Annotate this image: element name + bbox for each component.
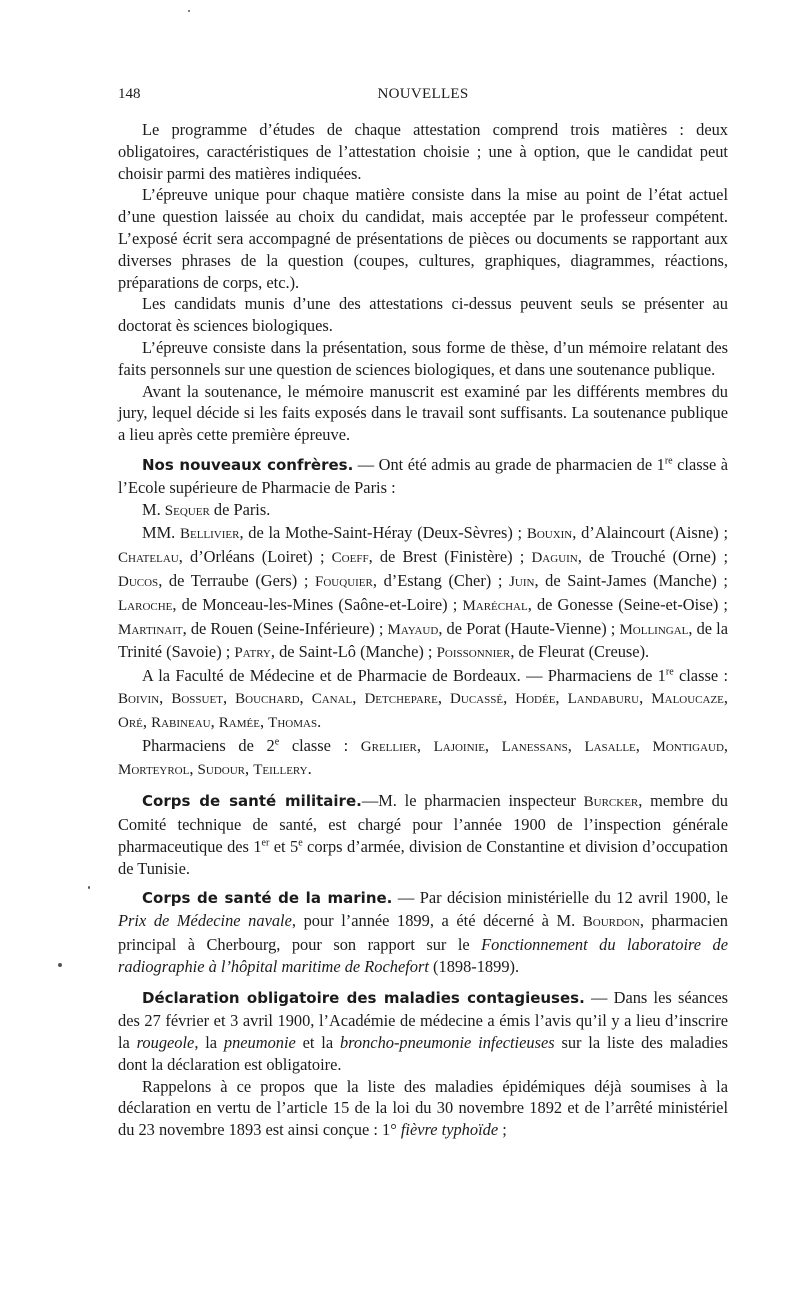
pharmacist-name: Landaburu bbox=[567, 690, 640, 707]
paragraph-paris-m: M. Sequer de Paris. bbox=[142, 499, 271, 519]
pharmacist-name: Martinait bbox=[118, 621, 183, 638]
paragraph-liste-maladies: Rappelons à ce propos que la liste des maladies épidémiques déjà soumises à la déclaration en vertu de l’article 15 de la loi du 30 novembre 1892 et de l’arrêté ministériel du 23 novembre 1893 est ainsi conçue : 1° fièvre typhoïde ; bbox=[118, 1076, 728, 1140]
pharmacist-name: Teillery bbox=[253, 762, 308, 779]
margin-speck bbox=[188, 10, 190, 12]
pharmacist-place: , bbox=[142, 711, 152, 731]
pharmacist-name: Maloucaze bbox=[651, 690, 724, 707]
pharmacist-place: , de Gonesse (Seine-et-Oise) ; bbox=[527, 594, 728, 614]
section-declaration-obligatoire: Déclaration obligatoire des maladies contagieuses. — Dans les séances des 27 février et 3 avril 1900, l’Académie de médecine a émis l’avis qu’il y a lieu d’inscrire la rougeole, la pneumonie et la broncho-pneumonie infectieuses sur la liste des maladies dont la déclaration est obligatoire. bbox=[118, 988, 729, 1074]
pharmacist-name: Thomas bbox=[268, 714, 318, 731]
pharmacist-place: , bbox=[416, 735, 434, 755]
pharmacist-place: . bbox=[317, 711, 322, 731]
pharmacist-name: Hodée bbox=[515, 690, 556, 707]
document-page bbox=[118, 86, 728, 1141]
pharmacist-name: Detchepare bbox=[364, 690, 438, 707]
disease-name: rougeole bbox=[136, 1033, 195, 1053]
pharmacist-place: , de Fleurat (Creuse). bbox=[510, 642, 650, 662]
pharmacist-name: Chatelau bbox=[118, 550, 179, 567]
pharmacist-name: Sequer bbox=[164, 502, 210, 519]
pharmacist-place: , bbox=[555, 687, 568, 707]
disease-name: broncho-pneumonie infectieuses bbox=[339, 1033, 555, 1053]
article-body bbox=[118, 119, 728, 1141]
pharmacist-place: . bbox=[307, 759, 312, 779]
pharmacist-place: , bbox=[222, 687, 236, 707]
pharmacist-name: Bouxin bbox=[526, 526, 573, 543]
pharmacist-name: Oré bbox=[118, 714, 143, 731]
pharmacist-name: Poissonnier bbox=[436, 645, 511, 662]
pharmacist-name: Fouquier bbox=[315, 573, 373, 590]
prize-title: Prix de Médecine navale bbox=[118, 911, 292, 931]
pharmacist-place: , de Monceau-les-Mines (Saône-et-Loire) ; bbox=[172, 594, 463, 614]
section-heading: Corps de santé de la marine. bbox=[142, 889, 393, 908]
pharmacist-place: , de Brest (Finistère) ; bbox=[368, 547, 532, 567]
margin-speck bbox=[58, 963, 62, 967]
pharmacist-name: Mayaud bbox=[387, 621, 439, 638]
pharmacist-place: , d’Alaincourt (Aisne) ; bbox=[572, 523, 728, 543]
pharmacist-name: Bourdon bbox=[582, 914, 640, 931]
section-sante-militaire: Corps de santé militaire.—M. le pharmacien inspecteur Burcker, membre du Comité technique de santé, est chargé pour l’année 1900 de l’inspection générale pharmaceutique des 1er et 5e corps d’armée, division de Constantine et division d’occupation de Tunisie. bbox=[118, 791, 728, 878]
pharmacist-place: , bbox=[484, 735, 502, 755]
pharmacist-place: , de la Trinité (Savoie) ; bbox=[118, 618, 728, 662]
pharmacist-place: , de Trouché (Orne) ; bbox=[577, 547, 728, 567]
pharmacist-place: , bbox=[189, 759, 198, 779]
section-heading: Déclaration obligatoire des maladies contagieuses. bbox=[142, 989, 585, 1008]
paragraph-programme: Le programme d’études de chaque attestation comprend trois matières : deux obligatoires, caractéristiques de l’attestation choisie ; une à option, que le candidat peut choisir parmi des matières indiquées. bbox=[118, 120, 728, 183]
disease-name: pneumonie bbox=[223, 1033, 296, 1053]
paragraph-bordeaux-second: Pharmaciens de 2e classe : Grellier, Lajoinie, Lanessans, Lasalle, Montigaud, Morteyrol, Sudour, Teillery. bbox=[118, 735, 729, 779]
pharmacist-name: Canal bbox=[311, 690, 353, 707]
pharmacist-place: , bbox=[210, 711, 219, 731]
bordeaux-first-class-list bbox=[118, 688, 728, 731]
pharmacist-name: Morteyrol bbox=[118, 762, 190, 779]
pharmacist-name: Grellier bbox=[360, 738, 417, 755]
pharmacist-name: Laroche bbox=[118, 597, 173, 614]
section-nouveaux-confreres: Nos nouveaux confrères. — Ont été admis au grade de pharmacien de 1re classe à l’Ecole supérieure de Pharmacie de Paris : bbox=[118, 454, 729, 497]
section-heading: Nos nouveaux confrères. bbox=[142, 455, 354, 474]
pharmacist-name: Bossuet bbox=[171, 690, 223, 707]
pharmacist-place: , bbox=[635, 735, 653, 755]
pharmacist-name: Maréchal bbox=[462, 597, 528, 614]
pharmacist-place: , de Porat (Haute-Vienne) ; bbox=[438, 618, 620, 638]
pharmacist-place: , bbox=[723, 687, 729, 707]
section-heading: Corps de santé militaire. bbox=[142, 792, 362, 811]
pharmacist-place: , de la Mothe-Saint-Héray (Deux-Sèvres) ; bbox=[239, 523, 527, 543]
pharmacist-name: Bellivier bbox=[179, 526, 240, 543]
pharmacist-place: , bbox=[259, 711, 269, 731]
paragraph-these: L’épreuve consiste dans la présentation, sous forme de thèse, d’un mémoire relatant des faits personnels sur une question de sciences biologiques, et dans une soutenance publique. bbox=[118, 337, 728, 379]
margin-speck bbox=[88, 886, 90, 889]
report-title: Fonctionnement du laboratoire de radiographie à l’hôpital maritime de Rochefort bbox=[118, 934, 728, 976]
paragraph-candidats: Les candidats munis d’une des attestations ci-dessus peuvent seuls se présenter au doctorat ès sciences biologiques. bbox=[118, 294, 728, 336]
pharmacist-name: Mollingal bbox=[619, 621, 689, 638]
pharmacist-name: Daguin bbox=[531, 550, 578, 567]
pharmacist-name: Montigaud bbox=[652, 738, 724, 755]
pharmacist-name: Sudour bbox=[197, 762, 246, 779]
pharmacist-place: , bbox=[159, 687, 172, 707]
pharmacist-name: Coeff bbox=[331, 550, 369, 567]
pharmacist-place: , bbox=[503, 687, 516, 707]
pharmacist-place: , bbox=[723, 735, 729, 755]
pharmacist-place: , bbox=[299, 687, 312, 707]
pharmacist-place: , bbox=[352, 687, 365, 707]
pharmacist-place: , d’Orléans (Loiret) ; bbox=[178, 547, 332, 567]
pharmacist-name: Patry bbox=[234, 645, 271, 662]
pharmacist-place: , bbox=[567, 735, 585, 755]
paragraph-paris-mm: MM. Bellivier, de la Mothe-Saint-Héray (Deux-Sèvres) ; Bouxin, d’Alaincourt (Aisne) ; Chatelau, d’Orléans (Loiret) ; Coeff, de Brest (Finistère) ; Daguin, de Trouché (Orne) ; Ducos, de Terraube (Gers) ; Fouquier, d’Estang (Cher) ; Juin, de Saint-James (Manche) ; Laroche, de Monceau-les-Mines (Saône-et-Loire) ; Maréchal, de Gonesse (Seine-et-Oise) ; Martinait, de Rouen (Seine-Inférieure) ; Mayaud, de Porat (Haute-Vienne) ; Mollingal, de la Trinité (Savoie) ; Patry, de Saint-Lô (Manche) ; Poissonnier, de Fleurat (Creuse). bbox=[118, 523, 728, 662]
disease-name: fièvre typhoïde bbox=[400, 1120, 499, 1140]
pharmacist-name: Boivin bbox=[118, 690, 160, 707]
paragraph-epreuve-unique: L’épreuve unique pour chaque matière consiste dans la mise au point de l’état actuel d’une question laissée au choix du candidat, mais acceptée par le professeur compétent. L’exposé écrit sera accompagné de présentations de pièces ou documents se rapportant aux diverses phrases de la question (coupes, cultures, graphiques, diagrammes, réactions, préparations de corps, etc.). bbox=[118, 185, 728, 292]
pharmacist-name: Juin bbox=[509, 573, 535, 590]
section-sante-marine: Corps de santé de la marine. — Par décision ministérielle du 12 avril 1900, le Prix de Médecine navale, pour l’année 1899, a été décerné à M. Bourdon, pharmacien principal à Cherbourg, pour son rapport sur le Fonctionnement du laboratoire de radiographie à l’hôpital maritime de Rochefort (1898-1899). bbox=[118, 888, 728, 976]
pharmacist-name: Ducos bbox=[118, 573, 159, 590]
pharmacist-place: , de Rouen (Seine-Inférieure) ; bbox=[182, 618, 388, 638]
pharmacist-place: , de Terraube (Gers) ; bbox=[158, 570, 316, 590]
pharmacist-name: Rabineau bbox=[151, 714, 211, 731]
pharmacist-place: , bbox=[245, 759, 254, 779]
running-title: NOUVELLES bbox=[377, 86, 469, 102]
pharmacist-name: Lasalle bbox=[584, 738, 636, 755]
pharmacist-place: , de Saint-Lô (Manche) ; bbox=[270, 642, 437, 662]
pharmacist-name: Lanessans bbox=[501, 738, 568, 755]
pharmacist-name: Burcker bbox=[583, 794, 639, 811]
paragraph-bordeaux-first: A la Faculté de Médecine et de Pharmacie de Bordeaux. — Pharmaciens de 1re classe : Boivin, Bossuet, Bouchard, Canal, Detchepare, Ducassé, Hodée, Landaburu, Maloucaze, Oré, Rabineau, Ramée, Thomas. bbox=[118, 666, 729, 731]
pharmacist-place: , bbox=[639, 687, 652, 707]
page-number: 148 bbox=[118, 86, 141, 102]
pharmacist-place: , d’Estang (Cher) ; bbox=[372, 570, 510, 590]
pharmacist-name: Ducassé bbox=[450, 690, 504, 707]
pharmacist-name: Bouchard bbox=[235, 690, 300, 707]
pharmacist-name: Ramée bbox=[218, 714, 260, 731]
paragraph-soutenance: Avant la soutenance, le mémoire manuscrit est examiné par les différents membres du jury, lequel décide si les faits exposés dans le travail sont suffisants. La soutenance publique a lieu après cette première épreuve. bbox=[118, 381, 728, 445]
pharmacist-place: , bbox=[437, 687, 451, 707]
page-header bbox=[118, 86, 728, 108]
pharmacist-place: , de Saint-James (Manche) ; bbox=[534, 570, 728, 590]
pharmacist-name: Lajoinie bbox=[433, 738, 485, 755]
paris-pharmacist-list bbox=[118, 523, 728, 661]
